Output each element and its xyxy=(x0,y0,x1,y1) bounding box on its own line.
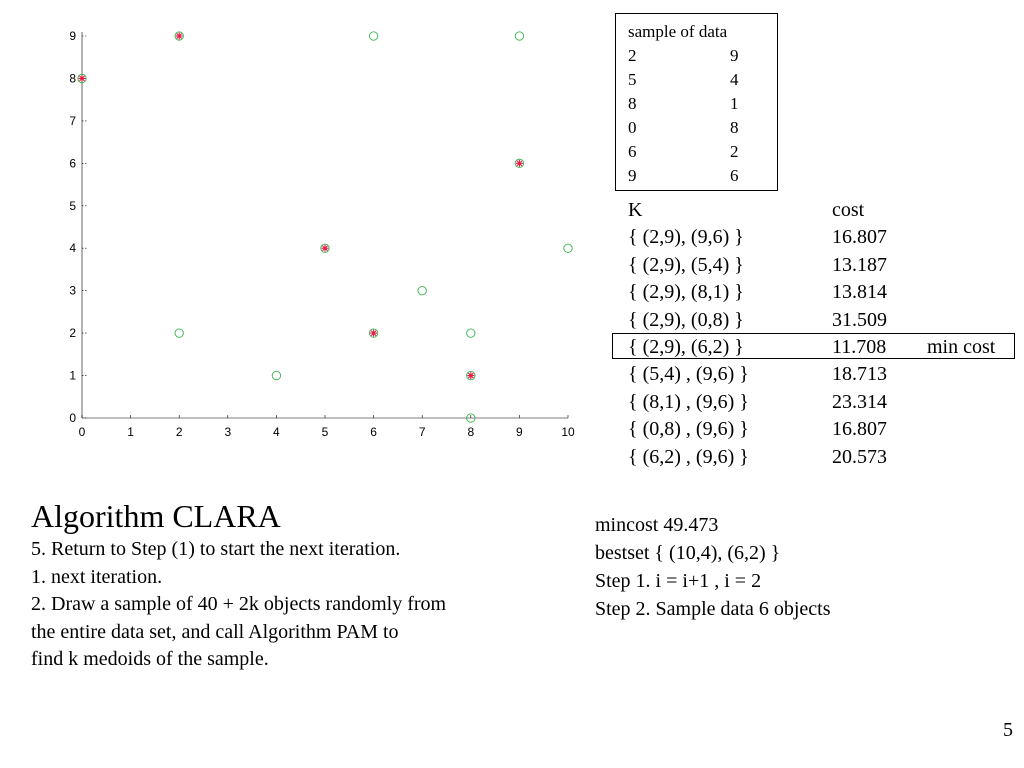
algorithm-steps xyxy=(31,536,446,674)
status-line: Step 1. i = i+1 , i = 2 xyxy=(595,570,762,592)
algorithm-line: 2. Draw a sample of 40 + 2k objects randomly from xyxy=(31,593,447,615)
x-tick-label: 1 xyxy=(127,425,134,439)
sample-data-row xyxy=(628,92,777,116)
medoid-set: { (2,9), (8,1) } xyxy=(628,281,744,304)
data-point-star xyxy=(467,372,474,379)
plot-marks xyxy=(78,32,572,422)
sample-y: 8 xyxy=(730,118,739,137)
algorithm-text xyxy=(31,497,446,674)
cost-value: 20.573 xyxy=(832,445,887,468)
x-tick-label: 7 xyxy=(418,425,426,439)
sample-data-header: sample of data xyxy=(628,22,728,41)
header-k: K xyxy=(628,199,643,221)
algorithm-line: 5. Return to Step (1) to start the next iteration. xyxy=(31,538,401,560)
x-tick-label: 6 xyxy=(370,425,377,439)
sample-x: 9 xyxy=(628,166,637,185)
algorithm-line: the entire data set, and call Algorithm PAM to xyxy=(31,620,399,643)
medoid-set: { (2,9), (6,2) } xyxy=(628,335,744,358)
medoid-set: { (0,8) , (9,6) } xyxy=(628,418,749,441)
y-tick-label: 7 xyxy=(69,113,76,128)
data-point-circle xyxy=(515,32,523,40)
x-tick-label: 2 xyxy=(175,425,183,439)
data-point-circle xyxy=(418,286,426,294)
medoid-set: { (2,9), (5,4) } xyxy=(628,253,744,276)
sample-y: 4 xyxy=(730,70,739,89)
y-tick-label: 3 xyxy=(69,283,76,298)
data-point-circle xyxy=(272,371,280,379)
status-line: bestset { (10,4), (6,2) } xyxy=(595,542,781,564)
cost-value: 13.814 xyxy=(832,281,887,304)
y-tick-label: 4 xyxy=(69,241,76,256)
y-tick-label: 2 xyxy=(69,326,76,341)
data-point-star xyxy=(516,160,523,167)
algorithm-line: 1. next iteration. xyxy=(31,565,163,588)
x-tick-label: 9 xyxy=(516,425,523,439)
data-point-circle xyxy=(175,329,183,337)
cost-value: 11.708 xyxy=(832,335,887,358)
sample-data-row xyxy=(628,68,777,92)
page-number: 5 xyxy=(1003,719,1013,741)
sample-y: 9 xyxy=(730,46,739,65)
medoid-set: { (8,1) , (9,6) } xyxy=(628,390,749,413)
x-tick-label: 10 xyxy=(561,425,575,439)
cost-value: 23.314 xyxy=(832,390,887,413)
status-line: mincost 49.473 xyxy=(595,514,719,536)
data-point-star xyxy=(322,245,329,252)
x-tick-label: 8 xyxy=(467,425,475,439)
cost-value: 13.187 xyxy=(832,253,887,276)
y-tick-label: 8 xyxy=(69,71,76,86)
iteration-status xyxy=(595,511,831,623)
medoid-set: { (6,2) , (9,6) } xyxy=(628,445,749,468)
sample-data-row xyxy=(628,164,777,188)
y-tick-label: 9 xyxy=(69,29,76,43)
sample-x: 6 xyxy=(628,142,637,161)
data-point-star xyxy=(370,330,377,337)
data-point-star xyxy=(176,33,183,40)
header-cost: cost xyxy=(832,199,865,221)
sample-y: 6 xyxy=(730,166,739,185)
x-tick-label: 3 xyxy=(224,425,232,439)
sample-data-box xyxy=(615,13,778,191)
medoid-set: { (5,4) , (9,6) } xyxy=(628,363,749,386)
sample-y: 2 xyxy=(730,142,739,161)
cost-value: 16.807 xyxy=(832,226,887,249)
sample-data-row xyxy=(628,116,777,140)
sample-data-rows xyxy=(628,44,777,188)
sample-x: 2 xyxy=(628,46,637,65)
x-tick-label: 4 xyxy=(273,425,280,439)
sample-x: 0 xyxy=(628,118,637,137)
y-tick-label: 0 xyxy=(69,411,76,425)
data-point-circle xyxy=(369,32,377,40)
x-tick-label: 0 xyxy=(78,425,86,439)
y-tick-label: 6 xyxy=(69,156,76,171)
y-tick-label: 1 xyxy=(69,368,76,383)
data-point-circle xyxy=(467,329,475,337)
sample-y: 1 xyxy=(730,94,739,113)
algorithm-title: Algorithm CLARA xyxy=(31,498,281,534)
plot-axes xyxy=(82,32,568,418)
plot-ticks xyxy=(69,29,575,439)
cost-value: 31.509 xyxy=(832,308,887,331)
sample-x: 5 xyxy=(628,70,637,89)
cost-value: 16.807 xyxy=(832,418,887,441)
medoid-set: { (2,9), (9,6) } xyxy=(628,226,744,249)
sample-data-row xyxy=(628,140,777,164)
cost-value: 18.713 xyxy=(832,363,887,386)
y-tick-label: 5 xyxy=(69,198,76,213)
status-line: Step 2. Sample data 6 objects xyxy=(595,598,831,620)
min-cost-label: min cost xyxy=(927,335,996,358)
medoid-set: { (2,9), (0,8) } xyxy=(628,308,744,331)
scatter-plot xyxy=(0,0,600,450)
algorithm-line: find k medoids of the sample. xyxy=(31,648,269,670)
sample-x: 8 xyxy=(628,94,637,113)
data-point-star xyxy=(79,75,86,82)
data-point-circle xyxy=(564,244,572,252)
x-tick-label: 5 xyxy=(321,425,329,439)
sample-data-row xyxy=(628,44,777,68)
